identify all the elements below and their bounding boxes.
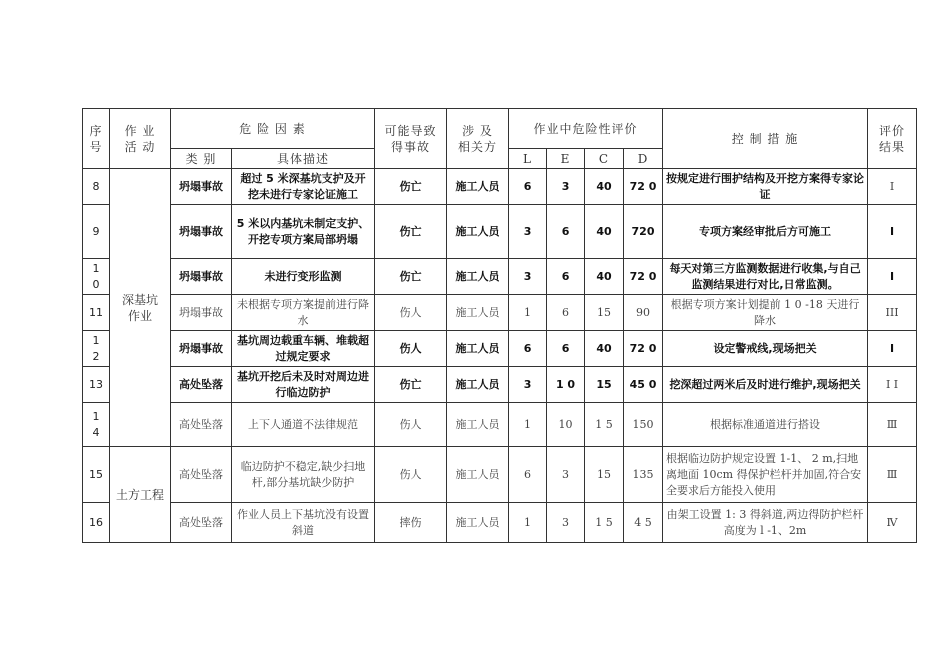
activity-deep-pit-cell: 深基坑 作业 [110,169,171,447]
c-cell: 40 [585,259,624,295]
d-cell: 150 [624,403,663,447]
l-cell: 6 [509,169,547,205]
d-cell: 720 [624,205,663,259]
header-d: D [624,149,663,169]
e-cell: 6 [547,331,585,367]
seq-cell: 9 [83,205,110,259]
category-cell: 坍塌事故 [171,295,232,331]
measure-cell: 根据临边防护规定设置 1-1、 2 m,扫地离地面 10cm 得保护栏杆并加固,符合安全要求后方能投入使用 [663,447,868,503]
d-cell: 45 0 [624,367,663,403]
risk-assessment-table-container [82,108,917,543]
result-cell: I [868,259,917,295]
result-cell: I [868,331,917,367]
c-cell: 40 [585,205,624,259]
parties-cell: 施工人员 [447,295,509,331]
c-cell: 40 [585,331,624,367]
header-c: C [585,149,624,169]
parties-cell: 施工人员 [447,447,509,503]
table-row [83,169,917,205]
c-cell: 15 [585,367,624,403]
header-evaluation: 作业中危险性评价 [509,109,663,149]
l-cell: 3 [509,259,547,295]
l-cell: 6 [509,447,547,503]
parties-cell: 施工人员 [447,367,509,403]
c-cell: 15 [585,447,624,503]
l-cell: 3 [509,367,547,403]
result-cell: Ⅲ [868,447,917,503]
c-cell: 1 5 [585,403,624,447]
header-hazard-category: 类 别 [171,149,232,169]
result-cell: Ⅲ [868,403,917,447]
seq-cell: 1 2 [83,331,110,367]
category-cell: 坍塌事故 [171,331,232,367]
accident-cell: 伤人 [375,295,447,331]
e-cell: 3 [547,503,585,543]
result-cell: I [868,205,917,259]
desc-cell: 未根据专项方案提前进行降水 [232,295,375,331]
desc-cell: 作业人员上下基坑没有设置斜道 [232,503,375,543]
category-cell: 高处坠落 [171,403,232,447]
d-cell: 135 [624,447,663,503]
category-cell: 坍塌事故 [171,205,232,259]
result-cell: Ⅳ [868,503,917,543]
accident-cell: 伤亡 [375,169,447,205]
header-hazard-desc: 具体描述 [232,149,375,169]
l-cell: 1 [509,295,547,331]
l-cell: 1 [509,403,547,447]
header-measures: 控 制 措 施 [663,109,868,169]
desc-cell: 未进行变形监测 [232,259,375,295]
parties-cell: 施工人员 [447,503,509,543]
measure-cell: 每天对第三方监测数据进行收集,与自己监测结果进行对比,日常监测。 [663,259,868,295]
seq-cell: 1 0 [83,259,110,295]
accident-cell: 伤亡 [375,205,447,259]
header-l: L [509,149,547,169]
header-e: E [547,149,585,169]
category-cell: 高处坠落 [171,503,232,543]
result-cell: I [868,169,917,205]
desc-cell: 超过 5 米深基坑支护及开挖未进行专家论证施工 [232,169,375,205]
measure-cell: 挖深超过两米后及时进行维护,现场把关 [663,367,868,403]
d-cell: 72 0 [624,331,663,367]
accident-cell: 伤人 [375,447,447,503]
parties-cell: 施工人员 [447,259,509,295]
result-cell: I I [868,367,917,403]
table-row [83,403,917,447]
l-cell: 6 [509,331,547,367]
header-row-1 [83,109,917,149]
seq-cell: 1 4 [83,403,110,447]
category-cell: 高处坠落 [171,447,232,503]
d-cell: 4 5 [624,503,663,543]
activity-earthwork-cell: 土方工程 [110,447,171,543]
seq-cell: 15 [83,447,110,503]
desc-cell: 临边防护不稳定,缺少扫地杆,部分基坑缺少防护 [232,447,375,503]
header-seq: 序 号 [83,109,110,169]
accident-cell: 伤亡 [375,367,447,403]
table-row [83,447,917,503]
l-cell: 3 [509,205,547,259]
measure-cell: 根据标准通道进行搭设 [663,403,868,447]
table-row [83,295,917,331]
d-cell: 72 0 [624,259,663,295]
l-cell: 1 [509,503,547,543]
risk-assessment-table [82,108,917,543]
category-cell: 高处坠落 [171,367,232,403]
header-parties: 涉 及 相关方 [447,109,509,169]
result-cell: III [868,295,917,331]
parties-cell: 施工人员 [447,331,509,367]
table-row [83,503,917,543]
accident-cell: 伤亡 [375,259,447,295]
parties-cell: 施工人员 [447,205,509,259]
table-row [83,259,917,295]
table-row [83,205,917,259]
measure-cell: 按规定进行围护结构及开挖方案得专家论证 [663,169,868,205]
desc-cell: 5 米以内基坑未制定支护、开挖专项方案局部坍塌 [232,205,375,259]
accident-cell: 摔伤 [375,503,447,543]
measure-cell: 由架工设置 1: 3 得斜道,两边得防护栏杆高度为 l -1、2m [663,503,868,543]
seq-cell: 16 [83,503,110,543]
header-accident: 可能导致 得事故 [375,109,447,169]
parties-cell: 施工人员 [447,169,509,205]
d-cell: 90 [624,295,663,331]
measure-cell: 根据专项方案计划提前 1 0 -18 天进行降水 [663,295,868,331]
c-cell: 40 [585,169,624,205]
accident-cell: 伤人 [375,403,447,447]
e-cell: 10 [547,403,585,447]
category-cell: 坍塌事故 [171,259,232,295]
desc-cell: 基坑开挖后未及时对周边进行临边防护 [232,367,375,403]
parties-cell: 施工人员 [447,403,509,447]
header-activity: 作 业 活 动 [110,109,171,169]
e-cell: 3 [547,447,585,503]
e-cell: 6 [547,205,585,259]
e-cell: 3 [547,169,585,205]
seq-cell: 8 [83,169,110,205]
desc-cell: 上下人通道不法律规范 [232,403,375,447]
seq-cell: 11 [83,295,110,331]
table-row [83,331,917,367]
d-cell: 72 0 [624,169,663,205]
desc-cell: 基坑周边载重车辆、堆载超过规定要求 [232,331,375,367]
c-cell: 15 [585,295,624,331]
measure-cell: 专项方案经审批后方可施工 [663,205,868,259]
header-result: 评价 结果 [868,109,917,169]
accident-cell: 伤人 [375,331,447,367]
seq-cell: 13 [83,367,110,403]
category-cell: 坍塌事故 [171,169,232,205]
header-hazard: 危 险 因 素 [171,109,375,149]
e-cell: 6 [547,295,585,331]
e-cell: 1 0 [547,367,585,403]
table-row [83,367,917,403]
measure-cell: 设定警戒线,现场把关 [663,331,868,367]
c-cell: 1 5 [585,503,624,543]
e-cell: 6 [547,259,585,295]
